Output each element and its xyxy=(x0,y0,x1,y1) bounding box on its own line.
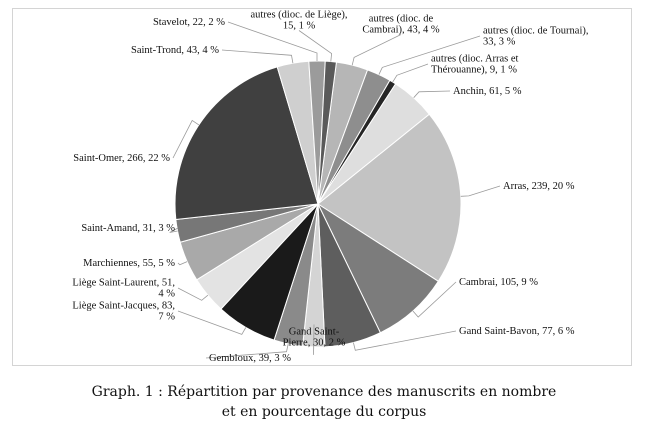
leader-line-4 xyxy=(461,186,500,196)
slice-label-14 xyxy=(131,45,219,56)
slice-label-line: Saint-Omer, 266, 22 % xyxy=(73,153,170,164)
slice-label-10 xyxy=(72,278,175,300)
slice-label-line: Gand Saint- xyxy=(288,326,340,338)
slice-label-6 xyxy=(459,326,575,337)
slice-label-line: Liège Saint-Jacques, 83, xyxy=(72,300,175,312)
slice-label-line: Pierre, 30, 2 % xyxy=(282,337,346,349)
leader-line-0 xyxy=(352,35,401,66)
slice-label-line: autres (dioc. Arras et xyxy=(431,53,519,65)
slice-label-line: Cambrai, 105, 9 % xyxy=(459,277,539,288)
leader-line-3 xyxy=(414,91,450,98)
slice-label-2 xyxy=(431,54,519,76)
slice-label-7 xyxy=(283,327,346,349)
slice-label-line: Saint-Trond, 43, 4 % xyxy=(131,45,219,56)
slice-label-line: Stavelot, 22, 2 % xyxy=(152,17,225,28)
slice-label-4 xyxy=(503,181,575,192)
slice-label-line: 15, 1 % xyxy=(282,20,316,32)
slice-label-line: Saint-Amand, 31, 3 % xyxy=(81,223,175,234)
slice-label-1 xyxy=(483,26,589,48)
slice-label-line: Liège Saint-Laurent, 51, xyxy=(72,277,175,289)
slice-label-11 xyxy=(83,258,175,269)
pie-chart xyxy=(13,9,631,365)
slice-label-line: 4 % xyxy=(158,288,175,300)
slice-label-line: Marchiennes, 55, 5 % xyxy=(83,258,175,269)
leader-line-11 xyxy=(178,262,187,265)
slice-label-line: autres (dioc. de Liège), xyxy=(250,9,348,21)
slice-label-line: Arras, 239, 20 % xyxy=(503,181,575,192)
slice-label-0 xyxy=(362,14,440,36)
slice-label-15 xyxy=(153,17,225,28)
leader-line-16 xyxy=(299,31,332,62)
slice-label-9 xyxy=(72,301,175,323)
slice-label-16 xyxy=(250,10,347,32)
slice-label-line: Gembloux, 39, 3 % xyxy=(209,353,291,364)
slice-label-line: autres (dioc. de xyxy=(368,13,434,25)
slice-label-line: 7 % xyxy=(158,311,175,323)
slice-label-line: autres (dioc. de Tournai), xyxy=(483,25,589,37)
slice-label-13 xyxy=(73,153,170,164)
figure-caption xyxy=(0,382,648,422)
slice-label-5 xyxy=(459,277,538,288)
leader-line-14 xyxy=(222,50,293,63)
slice-label-line: Cambrai), 43, 4 % xyxy=(362,24,440,36)
slice-label-line: 33, 3 % xyxy=(483,36,516,48)
chart-frame xyxy=(12,8,632,366)
slice-label-3 xyxy=(453,86,522,97)
slice-label-line: Anchin, 61, 5 % xyxy=(453,86,522,97)
slice-label-line: Gand Saint-Bavon, 77, 6 % xyxy=(459,326,575,337)
leader-line-2 xyxy=(393,64,428,82)
caption-line-1: Graph. 1 : Répartition par provenance des manuscrits en nombre xyxy=(91,384,557,400)
caption-line-2: et en pourcentage du corpus xyxy=(221,404,427,420)
slice-label-12 xyxy=(81,223,175,234)
slice-label-line: Thérouanne), 9, 1 % xyxy=(431,64,518,76)
slice-label-8 xyxy=(209,353,291,364)
